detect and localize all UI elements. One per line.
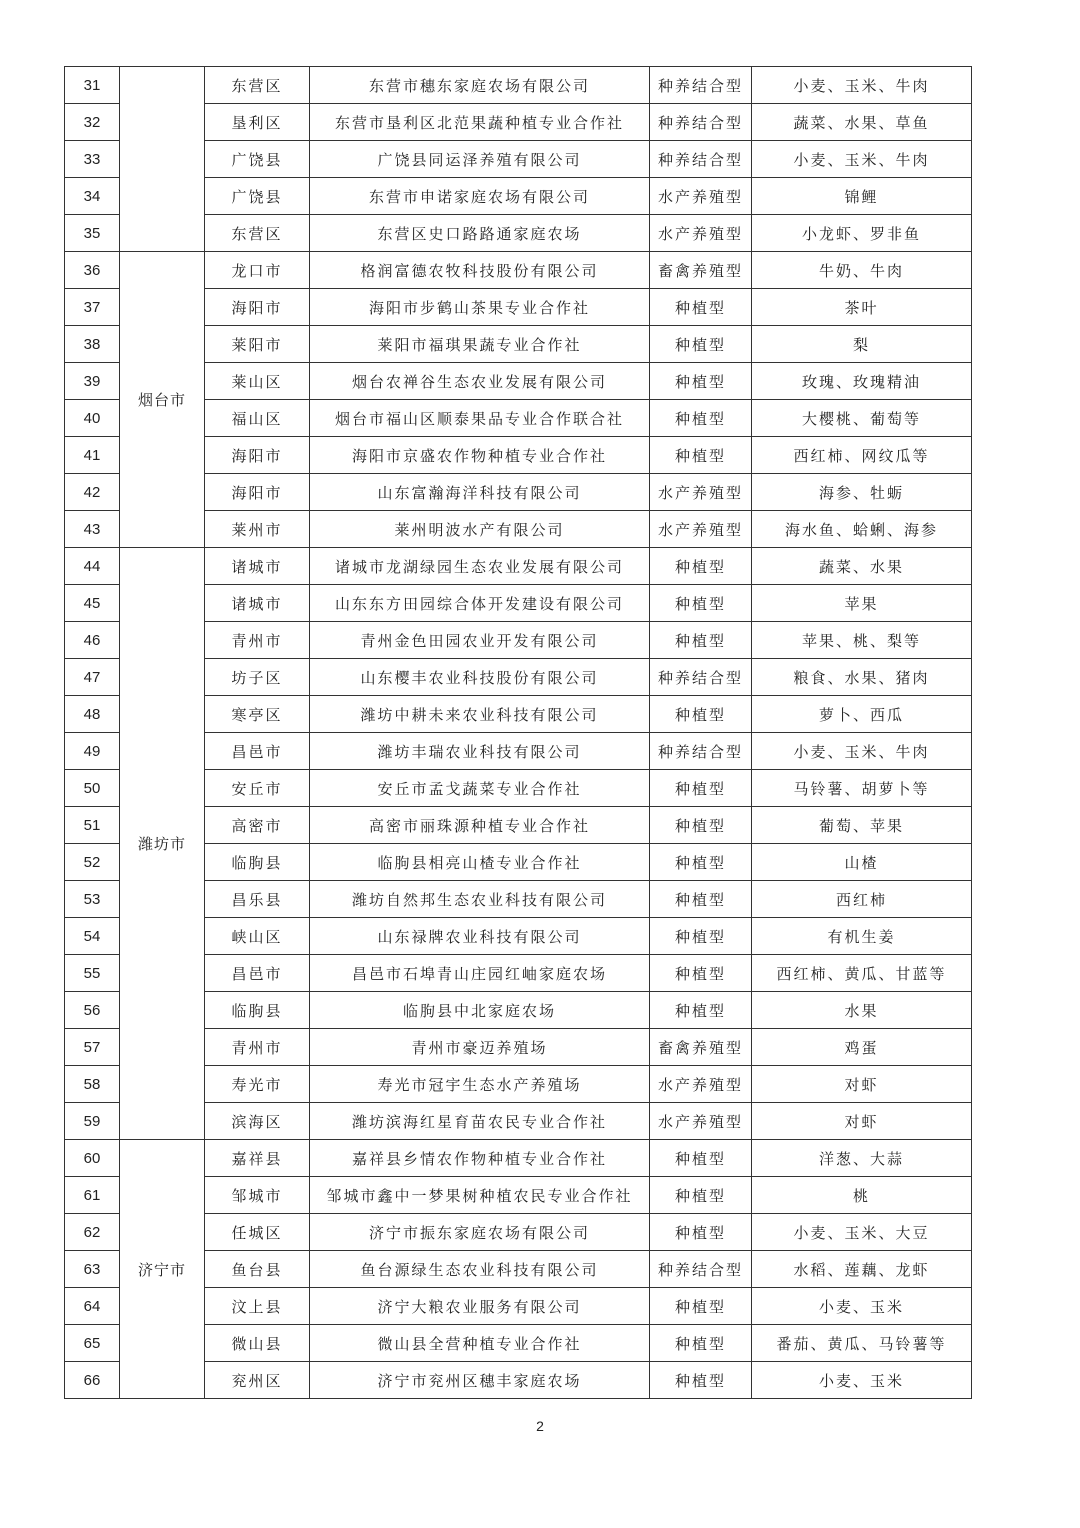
entity-name-cell: 海阳市步鹤山茶果专业合作社 xyxy=(310,289,650,326)
table-body xyxy=(65,67,972,1399)
county-cell: 嘉祥县 xyxy=(205,1140,310,1177)
row-number: 42 xyxy=(65,474,120,511)
type-cell: 种植型 xyxy=(650,881,752,918)
type-cell: 种植型 xyxy=(650,363,752,400)
county-cell: 莱山区 xyxy=(205,363,310,400)
county-cell: 莱阳市 xyxy=(205,326,310,363)
row-number: 64 xyxy=(65,1288,120,1325)
entity-list-table xyxy=(64,66,972,1399)
row-number: 35 xyxy=(65,215,120,252)
county-cell: 诸城市 xyxy=(205,548,310,585)
products-cell: 苹果、桃、梨等 xyxy=(752,622,972,659)
type-cell: 种植型 xyxy=(650,992,752,1029)
table-row xyxy=(65,252,972,289)
type-cell: 种植型 xyxy=(650,1140,752,1177)
row-number: 41 xyxy=(65,437,120,474)
entity-name-cell: 临朐县相亮山楂专业合作社 xyxy=(310,844,650,881)
entity-name-cell: 青州金色田园农业开发有限公司 xyxy=(310,622,650,659)
row-number: 56 xyxy=(65,992,120,1029)
row-number: 57 xyxy=(65,1029,120,1066)
county-cell: 临朐县 xyxy=(205,992,310,1029)
entity-name-cell: 诸城市龙湖绿园生态农业发展有限公司 xyxy=(310,548,650,585)
type-cell: 种植型 xyxy=(650,807,752,844)
city-cell: 潍坊市 xyxy=(120,548,205,1140)
row-number: 38 xyxy=(65,326,120,363)
products-cell: 小麦、玉米、牛肉 xyxy=(752,141,972,178)
entity-name-cell: 东营市申诺家庭农场有限公司 xyxy=(310,178,650,215)
type-cell: 种植型 xyxy=(650,1325,752,1362)
row-number: 53 xyxy=(65,881,120,918)
city-cell: 烟台市 xyxy=(120,252,205,548)
products-cell: 锦鲤 xyxy=(752,178,972,215)
products-cell: 小麦、玉米 xyxy=(752,1288,972,1325)
type-cell: 种植型 xyxy=(650,1214,752,1251)
type-cell: 水产养殖型 xyxy=(650,215,752,252)
products-cell: 马铃薯、胡萝卜等 xyxy=(752,770,972,807)
products-cell: 水果 xyxy=(752,992,972,1029)
entity-name-cell: 海阳市京盛农作物种植专业合作社 xyxy=(310,437,650,474)
products-cell: 梨 xyxy=(752,326,972,363)
row-number: 62 xyxy=(65,1214,120,1251)
county-cell: 高密市 xyxy=(205,807,310,844)
county-cell: 微山县 xyxy=(205,1325,310,1362)
row-number: 44 xyxy=(65,548,120,585)
county-cell: 垦利区 xyxy=(205,104,310,141)
county-cell: 海阳市 xyxy=(205,289,310,326)
entity-name-cell: 嘉祥县乡情农作物种植专业合作社 xyxy=(310,1140,650,1177)
row-number: 39 xyxy=(65,363,120,400)
county-cell: 邹城市 xyxy=(205,1177,310,1214)
row-number: 58 xyxy=(65,1066,120,1103)
type-cell: 种养结合型 xyxy=(650,733,752,770)
row-number: 52 xyxy=(65,844,120,881)
row-number: 54 xyxy=(65,918,120,955)
entity-name-cell: 高密市丽珠源种植专业合作社 xyxy=(310,807,650,844)
type-cell: 种植型 xyxy=(650,1177,752,1214)
entity-name-cell: 临朐县中北家庭农场 xyxy=(310,992,650,1029)
products-cell: 西红柿 xyxy=(752,881,972,918)
county-cell: 鱼台县 xyxy=(205,1251,310,1288)
products-cell: 对虾 xyxy=(752,1066,972,1103)
county-cell: 莱州市 xyxy=(205,511,310,548)
type-cell: 种养结合型 xyxy=(650,659,752,696)
county-cell: 坊子区 xyxy=(205,659,310,696)
type-cell: 畜禽养殖型 xyxy=(650,1029,752,1066)
type-cell: 种植型 xyxy=(650,326,752,363)
products-cell: 茶叶 xyxy=(752,289,972,326)
products-cell: 粮食、水果、猪肉 xyxy=(752,659,972,696)
page-number: 2 xyxy=(536,1418,544,1434)
type-cell: 种养结合型 xyxy=(650,1251,752,1288)
products-cell: 玫瑰、玫瑰精油 xyxy=(752,363,972,400)
products-cell: 有机生姜 xyxy=(752,918,972,955)
type-cell: 种植型 xyxy=(650,437,752,474)
county-cell: 峡山区 xyxy=(205,918,310,955)
entity-name-cell: 山东禄牌农业科技有限公司 xyxy=(310,918,650,955)
row-number: 60 xyxy=(65,1140,120,1177)
type-cell: 水产养殖型 xyxy=(650,1103,752,1140)
row-number: 61 xyxy=(65,1177,120,1214)
products-cell: 小麦、玉米、牛肉 xyxy=(752,733,972,770)
row-number: 59 xyxy=(65,1103,120,1140)
county-cell: 海阳市 xyxy=(205,474,310,511)
county-cell: 寒亭区 xyxy=(205,696,310,733)
county-cell: 昌乐县 xyxy=(205,881,310,918)
type-cell: 水产养殖型 xyxy=(650,474,752,511)
entity-name-cell: 东营区史口路路通家庭农场 xyxy=(310,215,650,252)
products-cell: 牛奶、牛肉 xyxy=(752,252,972,289)
county-cell: 青州市 xyxy=(205,622,310,659)
row-number: 50 xyxy=(65,770,120,807)
entity-name-cell: 潍坊中耕未来农业科技有限公司 xyxy=(310,696,650,733)
type-cell: 种植型 xyxy=(650,585,752,622)
products-cell: 蔬菜、水果、草鱼 xyxy=(752,104,972,141)
entity-name-cell: 鱼台源绿生态农业科技有限公司 xyxy=(310,1251,650,1288)
products-cell: 番茄、黄瓜、马铃薯等 xyxy=(752,1325,972,1362)
products-cell: 小龙虾、罗非鱼 xyxy=(752,215,972,252)
products-cell: 小麦、玉米、大豆 xyxy=(752,1214,972,1251)
entity-name-cell: 莱阳市福琪果蔬专业合作社 xyxy=(310,326,650,363)
row-number: 49 xyxy=(65,733,120,770)
table-row xyxy=(65,548,972,585)
row-number: 36 xyxy=(65,252,120,289)
type-cell: 种植型 xyxy=(650,918,752,955)
type-cell: 种植型 xyxy=(650,1362,752,1399)
products-cell: 西红柿、网纹瓜等 xyxy=(752,437,972,474)
county-cell: 青州市 xyxy=(205,1029,310,1066)
entity-name-cell: 邹城市鑫中一梦果树种植农民专业合作社 xyxy=(310,1177,650,1214)
entity-name-cell: 济宁市振东家庭农场有限公司 xyxy=(310,1214,650,1251)
entity-name-cell: 东营市穗东家庭农场有限公司 xyxy=(310,67,650,104)
type-cell: 种植型 xyxy=(650,622,752,659)
entity-name-cell: 烟台农禅谷生态农业发展有限公司 xyxy=(310,363,650,400)
entity-name-cell: 格润富德农牧科技股份有限公司 xyxy=(310,252,650,289)
entity-name-cell: 潍坊丰瑞农业科技有限公司 xyxy=(310,733,650,770)
products-cell: 桃 xyxy=(752,1177,972,1214)
type-cell: 种植型 xyxy=(650,955,752,992)
products-cell: 萝卜、西瓜 xyxy=(752,696,972,733)
entity-name-cell: 济宁大粮农业服务有限公司 xyxy=(310,1288,650,1325)
type-cell: 种植型 xyxy=(650,548,752,585)
entity-name-cell: 烟台市福山区顺泰果品专业合作联合社 xyxy=(310,400,650,437)
products-cell: 蔬菜、水果 xyxy=(752,548,972,585)
row-number: 45 xyxy=(65,585,120,622)
products-cell: 水稻、莲藕、龙虾 xyxy=(752,1251,972,1288)
row-number: 48 xyxy=(65,696,120,733)
row-number: 43 xyxy=(65,511,120,548)
county-cell: 福山区 xyxy=(205,400,310,437)
type-cell: 种植型 xyxy=(650,770,752,807)
type-cell: 种养结合型 xyxy=(650,141,752,178)
entity-name-cell: 微山县全营种植专业合作社 xyxy=(310,1325,650,1362)
entity-name-cell: 东营市垦利区北范果蔬种植专业合作社 xyxy=(310,104,650,141)
row-number: 46 xyxy=(65,622,120,659)
county-cell: 诸城市 xyxy=(205,585,310,622)
row-number: 51 xyxy=(65,807,120,844)
row-number: 32 xyxy=(65,104,120,141)
type-cell: 水产养殖型 xyxy=(650,1066,752,1103)
county-cell: 汶上县 xyxy=(205,1288,310,1325)
entity-name-cell: 青州市豪迈养殖场 xyxy=(310,1029,650,1066)
county-cell: 广饶县 xyxy=(205,141,310,178)
county-cell: 滨海区 xyxy=(205,1103,310,1140)
type-cell: 水产养殖型 xyxy=(650,178,752,215)
entity-name-cell: 昌邑市石埠青山庄园红岫家庭农场 xyxy=(310,955,650,992)
entity-name-cell: 潍坊滨海红星育苗农民专业合作社 xyxy=(310,1103,650,1140)
row-number: 55 xyxy=(65,955,120,992)
entity-name-cell: 济宁市兖州区穗丰家庭农场 xyxy=(310,1362,650,1399)
entity-name-cell: 山东东方田园综合体开发建设有限公司 xyxy=(310,585,650,622)
type-cell: 畜禽养殖型 xyxy=(650,252,752,289)
type-cell: 种养结合型 xyxy=(650,104,752,141)
row-number: 66 xyxy=(65,1362,120,1399)
table-row xyxy=(65,67,972,104)
county-cell: 东营区 xyxy=(205,215,310,252)
products-cell: 葡萄、苹果 xyxy=(752,807,972,844)
row-number: 40 xyxy=(65,400,120,437)
products-cell: 洋葱、大蒜 xyxy=(752,1140,972,1177)
city-cell: 济宁市 xyxy=(120,1140,205,1399)
city-cell xyxy=(120,67,205,252)
county-cell: 寿光市 xyxy=(205,1066,310,1103)
county-cell: 安丘市 xyxy=(205,770,310,807)
products-cell: 海水鱼、蛤蜊、海参 xyxy=(752,511,972,548)
type-cell: 种植型 xyxy=(650,696,752,733)
county-cell: 昌邑市 xyxy=(205,955,310,992)
products-cell: 山楂 xyxy=(752,844,972,881)
county-cell: 任城区 xyxy=(205,1214,310,1251)
row-number: 31 xyxy=(65,67,120,104)
county-cell: 昌邑市 xyxy=(205,733,310,770)
county-cell: 龙口市 xyxy=(205,252,310,289)
row-number: 34 xyxy=(65,178,120,215)
type-cell: 种植型 xyxy=(650,1288,752,1325)
entity-name-cell: 山东富瀚海洋科技有限公司 xyxy=(310,474,650,511)
row-number: 63 xyxy=(65,1251,120,1288)
county-cell: 东营区 xyxy=(205,67,310,104)
table-row xyxy=(65,1140,972,1177)
products-cell: 西红柿、黄瓜、甘蓝等 xyxy=(752,955,972,992)
products-cell: 苹果 xyxy=(752,585,972,622)
entity-name-cell: 潍坊自然邦生态农业科技有限公司 xyxy=(310,881,650,918)
products-cell: 海参、牡蛎 xyxy=(752,474,972,511)
row-number: 65 xyxy=(65,1325,120,1362)
county-cell: 兖州区 xyxy=(205,1362,310,1399)
county-cell: 临朐县 xyxy=(205,844,310,881)
products-cell: 对虾 xyxy=(752,1103,972,1140)
county-cell: 广饶县 xyxy=(205,178,310,215)
products-cell: 小麦、玉米 xyxy=(752,1362,972,1399)
products-cell: 小麦、玉米、牛肉 xyxy=(752,67,972,104)
type-cell: 种植型 xyxy=(650,844,752,881)
products-cell: 鸡蛋 xyxy=(752,1029,972,1066)
row-number: 33 xyxy=(65,141,120,178)
type-cell: 种养结合型 xyxy=(650,67,752,104)
entity-name-cell: 广饶县同运泽养殖有限公司 xyxy=(310,141,650,178)
type-cell: 种植型 xyxy=(650,289,752,326)
type-cell: 水产养殖型 xyxy=(650,511,752,548)
products-cell: 大樱桃、葡萄等 xyxy=(752,400,972,437)
entity-name-cell: 莱州明波水产有限公司 xyxy=(310,511,650,548)
county-cell: 海阳市 xyxy=(205,437,310,474)
entity-name-cell: 寿光市冠宇生态水产养殖场 xyxy=(310,1066,650,1103)
entity-name-cell: 山东樱丰农业科技股份有限公司 xyxy=(310,659,650,696)
row-number: 47 xyxy=(65,659,120,696)
row-number: 37 xyxy=(65,289,120,326)
entity-name-cell: 安丘市孟戈蔬菜专业合作社 xyxy=(310,770,650,807)
type-cell: 种植型 xyxy=(650,400,752,437)
